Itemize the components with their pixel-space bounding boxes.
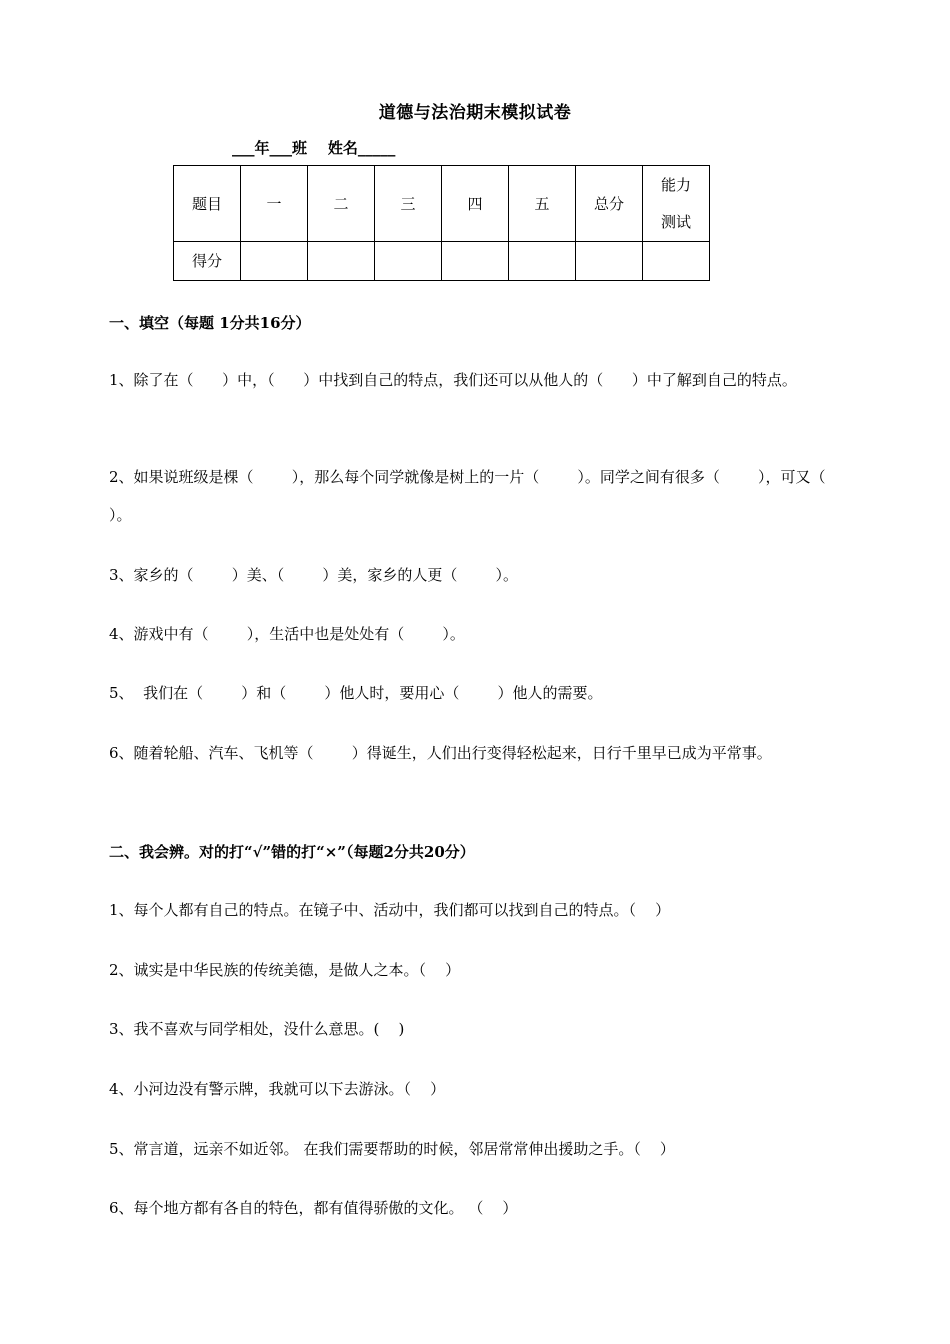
score-table-score-row: [174, 242, 710, 281]
fill-question-1: 1、除了在（ ）中，（ ）中找到自己的特点，我们还可以从他人的（ ）中了解到自己的特点。: [109, 371, 797, 389]
header-cell-3: 三: [375, 166, 442, 242]
header-cell-2: 二: [308, 166, 375, 242]
score-cell[interactable]: [576, 242, 643, 281]
header-cell-topic: 题目: [174, 166, 241, 242]
judge-question-2: 2、诚实是中华民族的传统美德，是做人之本。（ ）: [109, 961, 461, 979]
score-cell[interactable]: [308, 242, 375, 281]
header-cell-5: 五: [509, 166, 576, 242]
header-cell-total: 总分: [576, 166, 643, 242]
judge-question-3: 3、我不喜欢与同学相处，没什么意思。( ): [109, 1020, 405, 1038]
section1-heading: 一、填空（每题 1分共16分）: [109, 314, 311, 332]
judge-question-5: 5、常言道，远亲不如近邻。 在我们需要帮助的时候，邻居常常伸出援助之手。（ ）: [109, 1140, 675, 1158]
student-info-line: ___年___班 姓名_____: [232, 139, 396, 157]
page-title: 道德与法治期末模拟试卷: [378, 103, 572, 123]
score-table-header-row: [174, 166, 710, 242]
fill-question-3: 3、家乡的（ ）美、（ ）美，家乡的人更（ ）。: [109, 566, 518, 584]
ability-label-line1: 能力: [660, 175, 691, 194]
fill-question-4: 4、游戏中有（ ），生活中也是处处有（ ）。: [109, 625, 465, 643]
ability-label-line2: 测试: [660, 212, 691, 231]
score-table: [173, 165, 710, 281]
header-cell-ability-test: [643, 166, 710, 242]
header-cell-1: 一: [241, 166, 308, 242]
fill-question-2: 2、如果说班级是棵（ ），那么每个同学就像是树上的一片（ ）。同学之间有很多（ ），可又（ ）。: [109, 468, 864, 524]
header-cell-4: 四: [442, 166, 509, 242]
score-cell[interactable]: [509, 242, 576, 281]
fill-question-5: 5、 我们在（ ）和（ ）他人时，要用心（ ）他人的需要。: [109, 684, 603, 702]
score-cell[interactable]: [643, 242, 710, 281]
score-row-label: 得分: [174, 242, 241, 281]
score-cell[interactable]: [442, 242, 509, 281]
judge-question-1: 1、每个人都有自己的特点。在镜子中、活动中，我们都可以找到自己的特点。（ ）: [109, 901, 671, 919]
judge-question-6: 6、每个地方都有各自的特色，都有值得骄傲的文化。 （ ）: [109, 1199, 518, 1217]
score-cell[interactable]: [375, 242, 442, 281]
section2-heading: 二、我会辨。对的打“√”错的打“×”（每题2分共20分）: [109, 843, 475, 861]
fill-question-6: 6、随着轮船、汽车、飞机等（ ）得诞生，人们出行变得轻松起来，日行千里早已成为平常事。: [109, 744, 772, 762]
score-cell[interactable]: [241, 242, 308, 281]
judge-question-4: 4、小河边没有警示牌，我就可以下去游泳。（ ）: [109, 1080, 446, 1098]
